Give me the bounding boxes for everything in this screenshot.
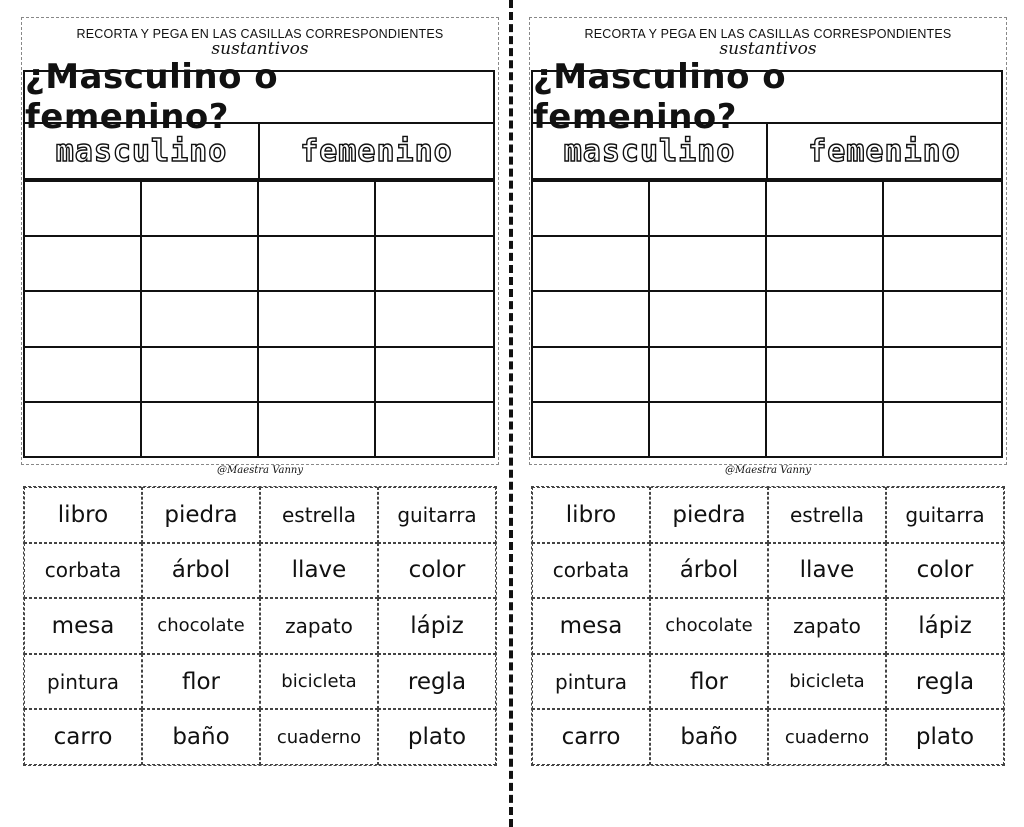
paste-cell	[259, 290, 376, 345]
word-card[interactable]: guitarra	[886, 487, 1004, 543]
page-title: ¿Masculino o femenino?	[533, 57, 787, 137]
paste-cell	[142, 290, 259, 345]
word-card[interactable]: lápiz	[378, 598, 496, 654]
paste-cell	[884, 290, 1001, 345]
paste-cell	[884, 235, 1001, 290]
column-headers	[531, 124, 1003, 180]
paste-cell	[884, 401, 1001, 456]
word-card[interactable]: piedra	[650, 487, 768, 543]
word-card[interactable]: libro	[24, 487, 142, 543]
word-card[interactable]: bicicleta	[768, 654, 886, 710]
paste-cell	[533, 401, 650, 456]
header-masculino: masculino	[55, 133, 228, 169]
column-headers	[23, 124, 495, 180]
word-card[interactable]: plato	[378, 709, 496, 765]
paste-cell	[25, 401, 142, 456]
paste-cell	[25, 235, 142, 290]
word-card[interactable]: regla	[886, 654, 1004, 710]
word-card[interactable]: color	[378, 543, 496, 599]
word-card[interactable]: corbata	[532, 543, 650, 599]
paste-cell	[767, 346, 884, 401]
paste-grid	[531, 180, 1003, 458]
paste-cell	[767, 235, 884, 290]
paste-cell	[767, 180, 884, 235]
paste-cell	[533, 235, 650, 290]
paste-cell	[650, 346, 767, 401]
word-card[interactable]: chocolate	[650, 598, 768, 654]
paste-cell	[259, 235, 376, 290]
word-card[interactable]: chocolate	[142, 598, 260, 654]
header-masculino: masculino	[563, 133, 736, 169]
header-femenino: femenino	[258, 124, 493, 178]
word-card[interactable]: cuaderno	[768, 709, 886, 765]
subtitle-text: sustantivos	[719, 39, 817, 59]
word-card[interactable]: pintura	[24, 654, 142, 710]
word-card[interactable]: pintura	[532, 654, 650, 710]
word-card[interactable]: color	[886, 543, 1004, 599]
title-box	[23, 57, 495, 137]
word-card[interactable]: baño	[142, 709, 260, 765]
cut-line-divider	[509, 0, 513, 827]
word-card[interactable]: estrella	[768, 487, 886, 543]
paste-cell	[376, 290, 493, 345]
word-card[interactable]: piedra	[142, 487, 260, 543]
paste-cell	[533, 180, 650, 235]
paste-grid	[23, 180, 495, 458]
word-card[interactable]: baño	[650, 709, 768, 765]
paste-cell	[142, 401, 259, 456]
word-card[interactable]: bicicleta	[260, 654, 378, 710]
paste-cell	[533, 346, 650, 401]
paste-cell	[650, 180, 767, 235]
paste-cell	[376, 235, 493, 290]
word-card[interactable]: mesa	[24, 598, 142, 654]
paste-cell	[376, 180, 493, 235]
word-card[interactable]: carro	[532, 709, 650, 765]
paste-cell	[25, 180, 142, 235]
word-card[interactable]: corbata	[24, 543, 142, 599]
word-card[interactable]: flor	[142, 654, 260, 710]
word-card[interactable]: estrella	[260, 487, 378, 543]
paste-cell	[25, 290, 142, 345]
word-card[interactable]: mesa	[532, 598, 650, 654]
paste-cell	[650, 235, 767, 290]
word-card[interactable]: árbol	[142, 543, 260, 599]
paste-cell	[376, 401, 493, 456]
paste-cell	[142, 235, 259, 290]
word-card[interactable]: árbol	[650, 543, 768, 599]
word-cards	[23, 486, 497, 766]
paste-cell	[767, 290, 884, 345]
author-credit: @Maestra Vanny	[217, 465, 303, 476]
word-card[interactable]: regla	[378, 654, 496, 710]
paste-cell	[259, 346, 376, 401]
word-card[interactable]: cuaderno	[260, 709, 378, 765]
word-card[interactable]: guitarra	[378, 487, 496, 543]
word-card[interactable]: zapato	[768, 598, 886, 654]
word-cards	[531, 486, 1005, 766]
paste-cell	[884, 346, 1001, 401]
paste-cell	[142, 346, 259, 401]
word-card[interactable]: llave	[768, 543, 886, 599]
instruction-text: RECORTA Y PEGA EN LAS CASILLAS CORRESPONDIENTES	[76, 27, 444, 41]
page-title: ¿Masculino o femenino?	[25, 57, 279, 137]
paste-cell	[142, 180, 259, 235]
header-femenino: femenino	[766, 124, 1001, 178]
paste-cell	[767, 401, 884, 456]
paste-cell	[884, 180, 1001, 235]
word-card[interactable]: zapato	[260, 598, 378, 654]
paste-cell	[376, 346, 493, 401]
word-card[interactable]: llave	[260, 543, 378, 599]
paste-cell	[25, 346, 142, 401]
paste-cell	[259, 180, 376, 235]
word-card[interactable]: lápiz	[886, 598, 1004, 654]
word-card[interactable]: flor	[650, 654, 768, 710]
title-box	[531, 57, 1003, 137]
paste-cell	[650, 290, 767, 345]
instruction-text: RECORTA Y PEGA EN LAS CASILLAS CORRESPONDIENTES	[584, 27, 952, 41]
author-credit: @Maestra Vanny	[725, 465, 811, 476]
word-card[interactable]: plato	[886, 709, 1004, 765]
word-card[interactable]: carro	[24, 709, 142, 765]
paste-cell	[259, 401, 376, 456]
subtitle-text: sustantivos	[211, 39, 309, 59]
word-card[interactable]: libro	[532, 487, 650, 543]
paste-cell	[650, 401, 767, 456]
paste-cell	[533, 290, 650, 345]
